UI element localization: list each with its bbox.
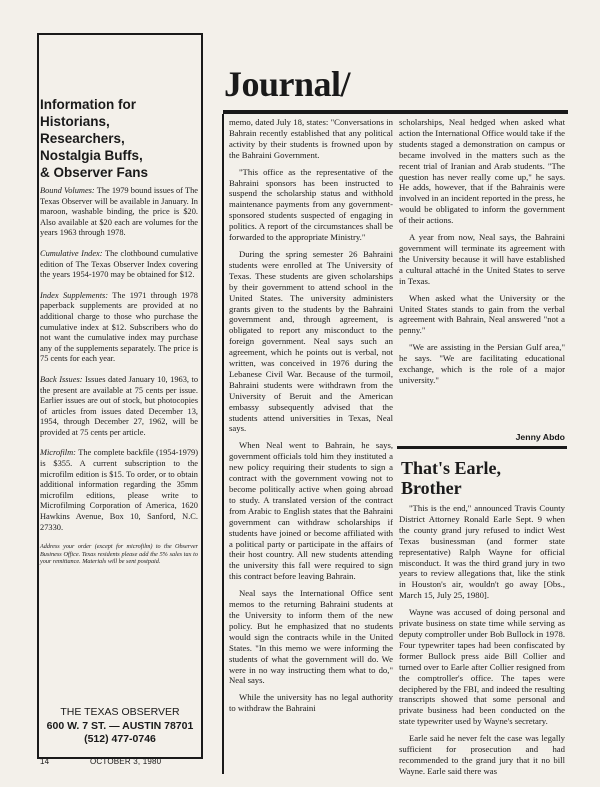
journal-column-middle <box>229 117 393 777</box>
article-paragraph: Neal says the International Office sent memos to the returning Bahraini students at the University to inform them of the new policy. But he emphasized that no students would sign the contracts while in the United States. "In this memo we were informing the students of what the government will do. We were in no way instructing them what to do," Neal says. <box>229 588 393 686</box>
info-section-text: The 1979 bound issues of The Texas Observer will be available in January. In maroon, washable binding, the price is $20. Also available at $20 each are volumes for the years 1963 through 1978. <box>40 186 198 238</box>
info-section-microfilm <box>40 448 198 533</box>
info-section-text: The 1971 through 1978 paperback supplements are provided at no additional charge to those who purchase the cumulative index at $12. Subscribers who do not want the cumulative index may purchase any of the supplements separately. The price is 75 cents for each year. <box>40 290 198 364</box>
section-divider <box>397 446 567 449</box>
article-paragraph: Wayne was accused of doing personal and private business on state time while serving as deputy comptroller under Bob Bullock in 1978. Four typewriter tapes had been confiscated by former Bullock press aide Bill Collier and turned over to Earle after Collier resigned from the comptroller's office. The tapes were deciphered by the FBI, and indeed the resulting transcripts showed that some personal and private business had been conducted on the state typewriter used by Wayne's secretary. <box>399 607 565 727</box>
article-paragraph: During the spring semester 26 Bahraini students were enrolled at The University of Texas. These students are given scholarships by their government to attend school in the United States. The university administers grants given to the students by the Bahraini government and, through agreement, is obligated to report any misconduct to the foreign government. Neal says such an agreement, which he points out is verbal, not written, was conceived in 1976 during the Lebanese Civil War. Because of the turmoil, Bahraini students were withdrawn from the University of Beruit and the American embassy subsequently advised that the students attend universities in Texas, Neal says. <box>229 248 393 434</box>
address-line: (512) 477-0746 <box>84 733 156 745</box>
info-title-line: & Observer Fans <box>40 165 149 180</box>
author-byline: Jenny Abdo <box>515 432 565 442</box>
article-paragraph: memo, dated July 18, states: "Conversations in Bahrain recently established that any political activity by their students is frowned upon by the Bahraini Government. <box>229 117 393 160</box>
info-title-line: Researchers, <box>40 131 125 146</box>
address-line: 600 W. 7 ST. — AUSTIN 78701 <box>46 719 194 732</box>
issue-date: OCTOBER 3, 1980 <box>90 757 162 766</box>
info-title-line: Historians, <box>40 114 110 129</box>
info-section-heading: Microfilm: <box>40 448 76 458</box>
publisher-address <box>40 706 200 747</box>
page-number: 14 <box>40 757 50 766</box>
info-section-heading: Cumulative Index: <box>40 248 103 258</box>
info-section-bound-volumes <box>40 186 198 239</box>
info-section-back-issues <box>40 375 198 439</box>
info-section-text: The complete backfile (1954-1979) is $355. A current subscription to the microfilm edition is $15. To order, or to obtain additional information regarding the 35mm microfilm editions, please write to Microfilming Corporation of America, 1620 Hawkins Avenue, Box 10, Sanford, N.C. 27330. <box>40 448 198 532</box>
story-title-line: That's Earle, <box>401 458 502 478</box>
order-note: Address your order (except for microfilm) to the Observer Business Office. Texas residents please add the 5% sales tax to your remittance. Materials will be sent postpaid. <box>40 543 198 566</box>
article-paragraph: scholarships, Neal hedged when asked what action the International Office would take if the students staged a demonstration on campus or became involved in the matters such as the recent trial of Iranian and Arab students. "The question has never really come up," he says. He adds, however, that if the Bahrainis were involved in an incident reported in the press, he would be obligated to inform the government of their actions. <box>399 117 565 226</box>
article-paragraph: "We are assisting in the Persian Gulf area," he says. "We are facilitating educational exchange, which is the role of a major university." <box>399 342 565 385</box>
info-title-line: Information for <box>40 97 136 112</box>
info-box-body <box>40 186 198 575</box>
info-title-line: Nostalgia Buffs, <box>40 148 143 163</box>
header-rule <box>223 110 568 114</box>
info-section-heading: Back Issues: <box>40 374 83 384</box>
info-section-cumulative-index <box>40 249 198 281</box>
article-paragraph: "This is the end," announced Travis County District Attorney Ronald Earle Sept. 9 when the county grand jury refused to indict West Texas businessman (and former state representative) Ralph Wayne for official misconduct. It was the third grand jury in two years to review allegations that, like the stink in Houston's air, wouldn't go away [Obs., March 15, July 25, 1980]. <box>399 503 565 601</box>
article-paragraph: A year from now, Neal says, the Bahraini government will terminate its agreement with the University because it will have established a cultural attaché in the United States to serve in Texas. <box>399 232 565 286</box>
info-section-index-supplements <box>40 291 198 365</box>
info-section-text: The clothbound cumulative edition of The Texas Observer Index covering the years 1954-1970 may be obtained for $12. <box>40 248 198 280</box>
story-title <box>401 458 567 498</box>
story-column <box>399 503 565 781</box>
article-paragraph: Earle said he never felt the case was legally sufficient for prosecution and had recommended to the grand jury that it no bill Wayne. Earle said there was <box>399 733 565 776</box>
info-section-heading: Index Supplements: <box>40 290 109 300</box>
address-line: THE TEXAS OBSERVER <box>60 706 180 718</box>
info-section-text: Issues dated January 10, 1963, to the present are available at 75 cents per issue. Earlier issues are out of stock, but photocopies of articles from issues dated December 13, 1954, through December 27, 1962, will be provided at 75 cents per article. <box>40 374 199 437</box>
info-section-heading: Bound Volumes: <box>40 186 95 195</box>
journal-header: Journal/ <box>224 64 351 104</box>
story-title-line: Brother <box>401 478 462 498</box>
journal-column-right <box>399 117 565 432</box>
article-paragraph: When asked what the University or the United States stands to gain from the verbal agreement with Bahrain, Neal answered "not a penny." <box>399 292 565 336</box>
article-paragraph: When Neal went to Bahrain, he says, government officials told him they instituted a new policy requiring their students to sign a contract with the government vowing not to become politically active when going abroad to study. A translated version of the contract from Arabic to English states that the Bahraini government can withdraw scholarships if students have joined or become affiliated with a political party or participate in the affairs of their host country. All new students attending the university this fall were required to sign this contract before leaving Bahrain. <box>229 440 393 582</box>
article-paragraph: While the university has no legal authority to withdraw the Bahraini <box>229 692 393 714</box>
article-paragraph: "This office as the representative of the Bahraini sponsors has been instructed to suspend the scholarship status and withhold maintenance payments from any government-sponsored students suspected of engaging in politics. A report of the circumstances shall be forwarded to the appropriate Ministry." <box>229 166 393 243</box>
column-rule <box>222 114 224 774</box>
info-box-title <box>40 96 200 181</box>
